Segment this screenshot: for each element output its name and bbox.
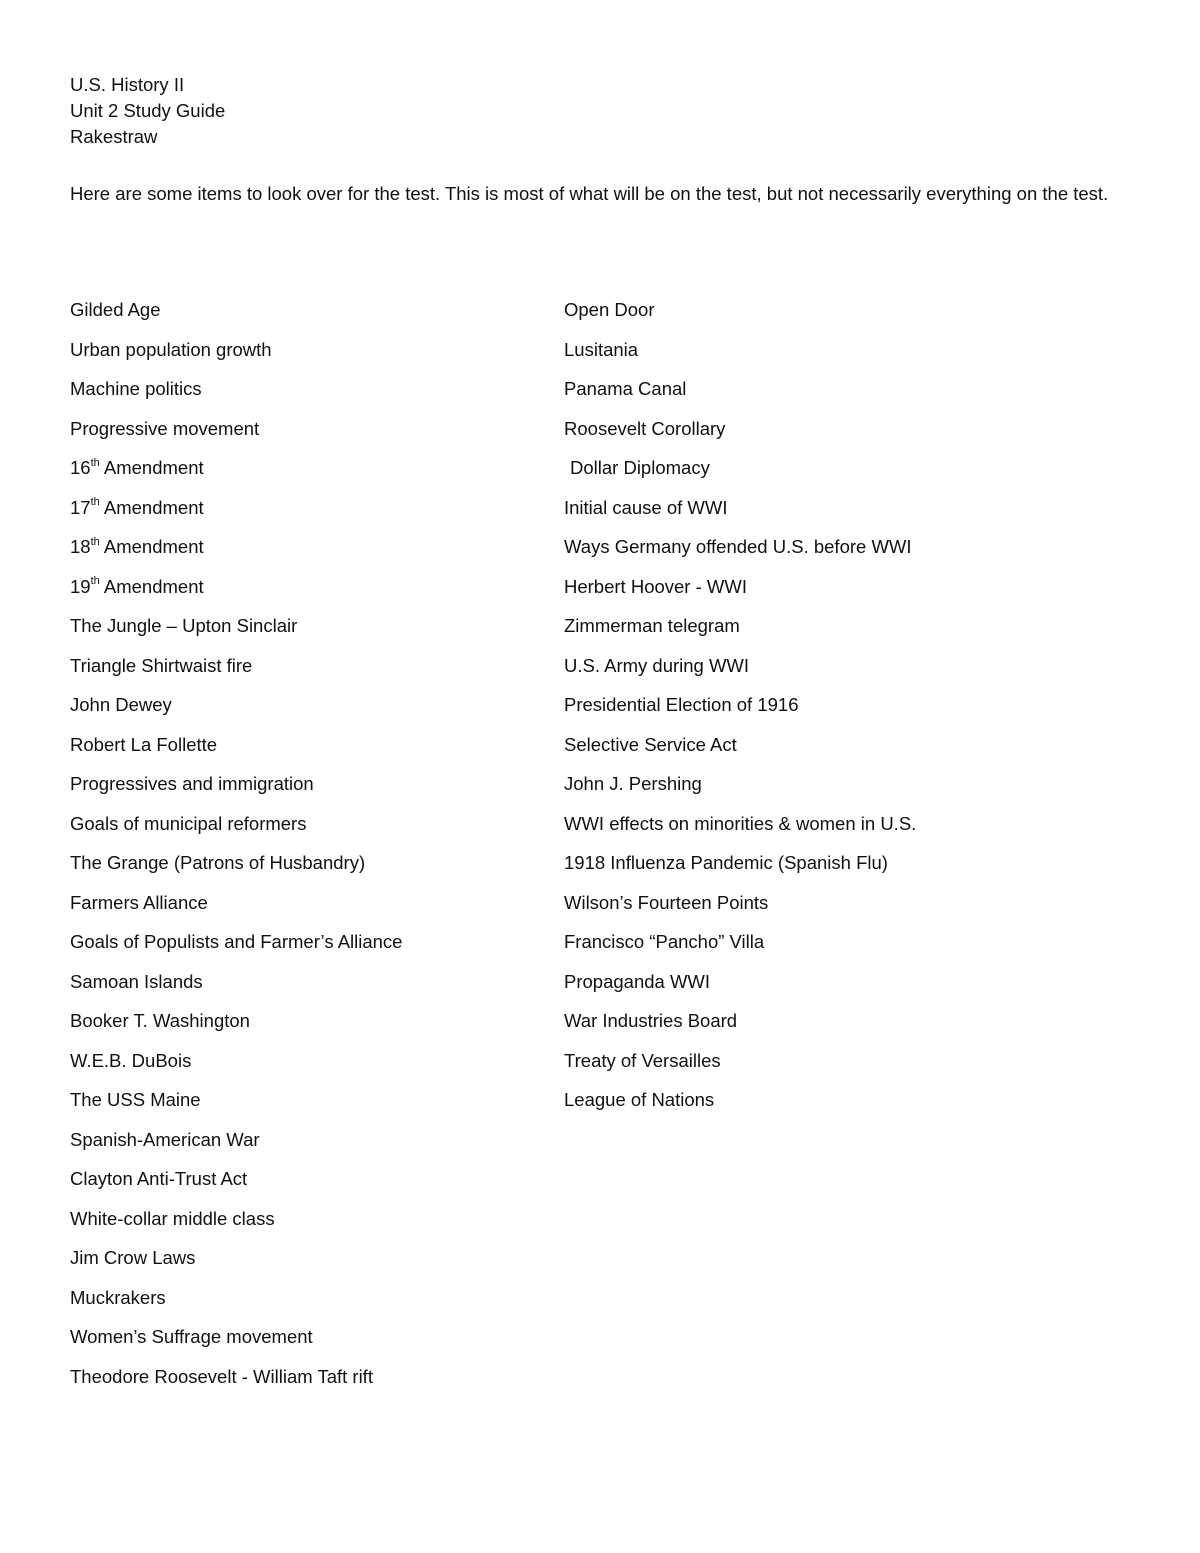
amendment-label: Amendment [99, 575, 204, 597]
topic-item: WWI effects on minorities & women in U.S. [564, 812, 917, 834]
topic-item: Ways Germany offended U.S. before WWI [564, 536, 912, 557]
amendment-label: Amendment [99, 457, 204, 478]
ordinal-suffix: th [90, 456, 100, 469]
amendment-label: Amendment [99, 496, 204, 518]
topic-item: Farmers Alliance [70, 891, 208, 913]
topic-item: Zimmerman telegram [564, 615, 740, 636]
topic-item: Selective Service Act [564, 733, 737, 755]
topic-item: War Industries Board [564, 1010, 738, 1031]
topic-item: Urban population growth [70, 338, 272, 360]
topic-item: Muckrakers [70, 1286, 166, 1308]
topic-item: Open Door [564, 299, 655, 320]
topic-item: Panama Canal [564, 378, 687, 399]
course-title: U.S. History II [70, 74, 185, 95]
topic-list-right [564, 293, 916, 1123]
topic-item: Lusitania [564, 338, 639, 360]
topic-item: Wilson’s Fourteen Points [564, 891, 769, 913]
topic-item: Progressives and immigration [70, 773, 314, 794]
topic-item: Presidential Election of 1916 [564, 694, 799, 715]
amendment-label: Amendment [99, 536, 204, 557]
topic-item: Goals of municipal reformers [70, 812, 307, 834]
topic-item: Roosevelt Corollary [564, 417, 726, 439]
topic-item: U.S. Army during WWI [564, 654, 750, 676]
topic-item: Clayton Anti-Trust Act [70, 1168, 248, 1189]
topic-item [70, 451, 402, 491]
topic-item [70, 570, 402, 610]
teacher-name: Rakestraw [70, 126, 158, 147]
amendment-number: 17 [70, 496, 91, 518]
topic-item: Samoan Islands [70, 970, 203, 992]
topic-item: 1918 Influenza Pandemic (Spanish Flu) [564, 852, 888, 873]
topic-item: League of Nations [564, 1089, 715, 1110]
ordinal-suffix: th [90, 575, 100, 588]
topic-item: Gilded Age [70, 299, 161, 320]
topic-item: Women’s Suffrage movement [70, 1326, 313, 1347]
topic-item: Machine politics [70, 378, 202, 399]
topic-list-left [70, 293, 402, 1399]
topic-item: Theodore Roosevelt - William Taft rift [70, 1365, 373, 1387]
topic-item: Dollar Diplomacy [570, 457, 710, 478]
topic-item: Herbert Hoover - WWI [564, 575, 747, 597]
topic-item: Progressive movement [70, 417, 260, 439]
document-header [70, 72, 225, 150]
amendment-number: 16 [70, 457, 91, 478]
topic-item: The USS Maine [70, 1089, 201, 1110]
topic-item: Spanish-American War [70, 1128, 260, 1150]
topic-item: Goals of Populists and Farmer’s Alliance [70, 931, 403, 952]
topic-item: John J. Pershing [564, 773, 702, 794]
topic-item: Francisco “Pancho” Villa [564, 931, 765, 952]
topic-item: Booker T. Washington [70, 1010, 250, 1031]
topic-item [70, 530, 402, 570]
ordinal-suffix: th [90, 496, 100, 509]
ordinal-suffix: th [90, 535, 100, 548]
topic-item: Propaganda WWI [564, 970, 711, 992]
topic-item: White-collar middle class [70, 1207, 275, 1229]
guide-title: Unit 2 Study Guide [70, 100, 226, 121]
intro-paragraph: Here are some items to look over for the test. This is most of what will be on the test, but not necessarily everything on the test. [70, 183, 1109, 204]
topic-item: Initial cause of WWI [564, 496, 728, 518]
topic-item: The Grange (Patrons of Husbandry) [70, 852, 366, 873]
amendment-number: 19 [70, 575, 91, 597]
topic-item: W.E.B. DuBois [70, 1049, 192, 1071]
topic-item: Triangle Shirtwaist fire [70, 654, 253, 676]
topic-item: Jim Crow Laws [70, 1247, 196, 1268]
topic-item: The Jungle – Upton Sinclair [70, 615, 298, 636]
topic-item [70, 491, 402, 531]
topic-item: John Dewey [70, 694, 172, 715]
topic-item: Robert La Follette [70, 733, 218, 755]
amendment-number: 18 [70, 536, 91, 557]
topic-item: Treaty of Versailles [564, 1049, 721, 1071]
